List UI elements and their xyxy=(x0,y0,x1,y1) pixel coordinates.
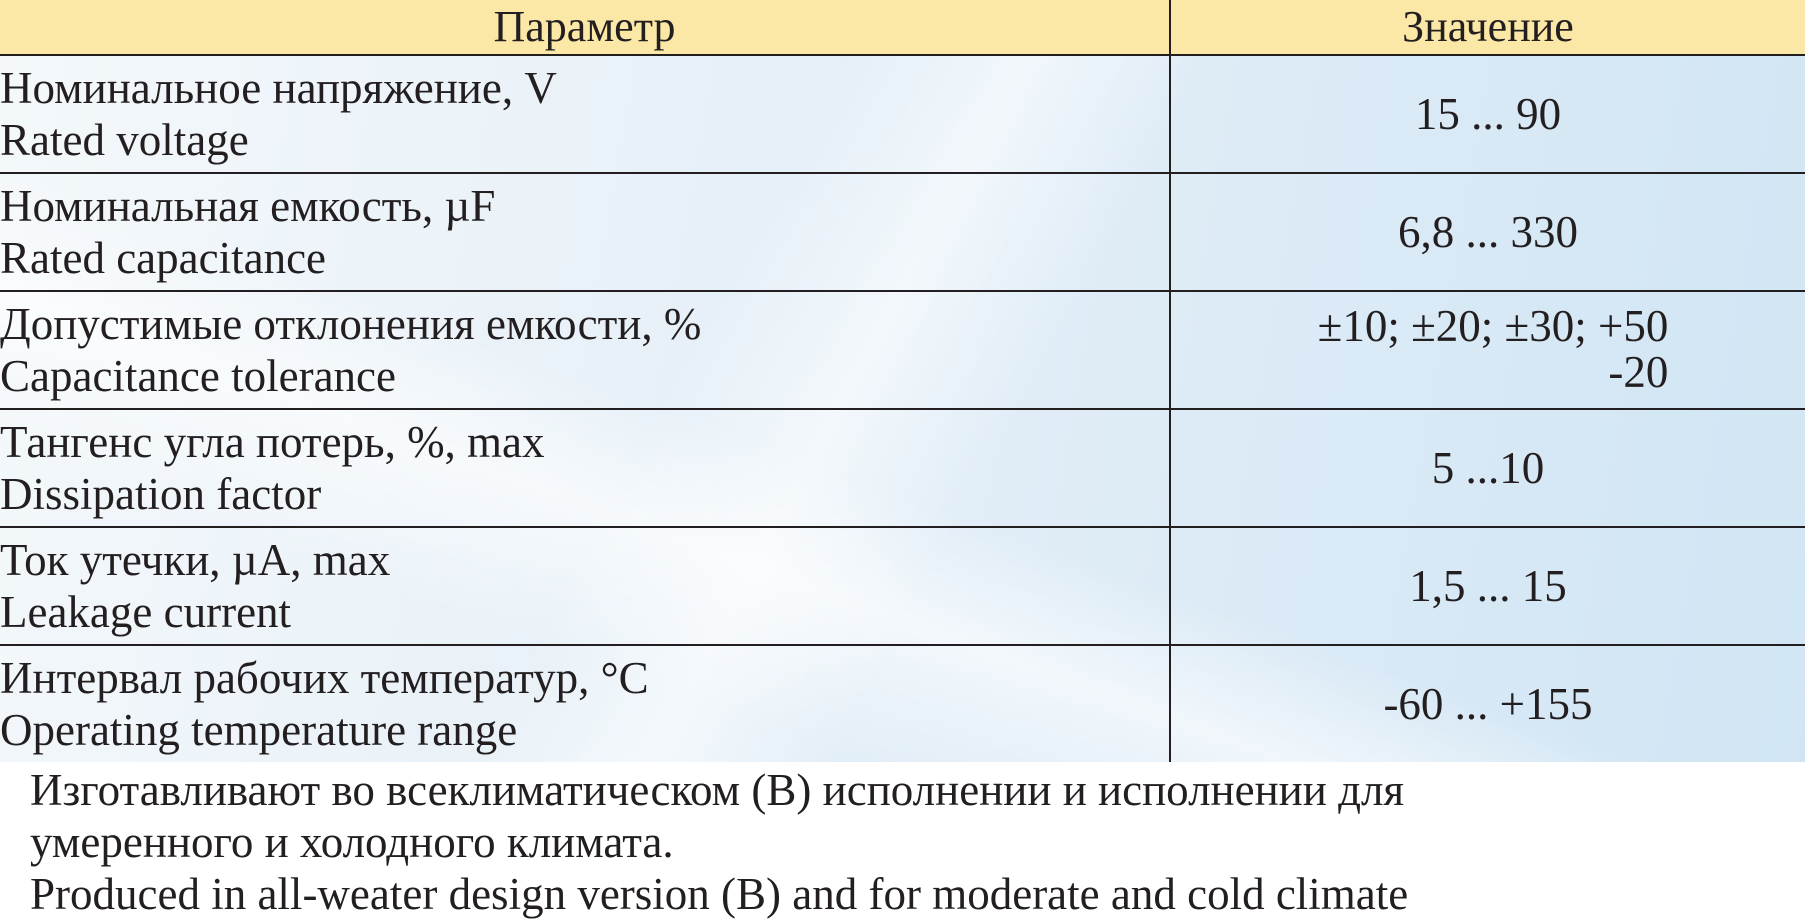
value-cell: 6,8 ... 330 xyxy=(1170,173,1805,291)
value-cell: 5 ...10 xyxy=(1170,409,1805,527)
param-cell xyxy=(0,291,1170,409)
param-name-ru: Ток утечки, µA, max xyxy=(0,535,391,585)
tolerance-value xyxy=(1317,300,1669,397)
table-header-row xyxy=(0,0,1805,55)
tolerance-lower: -20 xyxy=(1608,346,1669,397)
table-row-rated-voltage xyxy=(0,55,1805,173)
note-line-ru-1: Изготавливают во всеклиматическом (B) исполнении и исполнении для xyxy=(30,765,1405,815)
param-name-ru: Допустимые отклонения емкости, % xyxy=(0,299,702,349)
param-cell xyxy=(0,527,1170,645)
param-cell xyxy=(0,173,1170,291)
value-cell: 15 ... 90 xyxy=(1170,55,1805,173)
param-name-en: Leakage current xyxy=(0,587,292,637)
param-name-en: Dissipation factor xyxy=(0,469,322,519)
param-cell xyxy=(0,409,1170,527)
table-row-operating-temperature xyxy=(0,645,1805,763)
tolerance-main: ±10; ±20; ±30; +50 xyxy=(1317,300,1669,351)
param-name-en: Rated voltage xyxy=(0,115,249,165)
param-name-en: Operating temperature range xyxy=(0,705,518,755)
note-line-ru-2: умеренного и холодного климата. xyxy=(30,817,674,867)
param-cell xyxy=(0,645,1170,763)
param-name-ru: Интервал рабочих температур, °C xyxy=(0,653,649,703)
header-value: Значение xyxy=(1170,0,1805,55)
table-row-capacitance-tolerance xyxy=(0,291,1805,409)
value-cell: 1,5 ... 15 xyxy=(1170,527,1805,645)
value-cell xyxy=(1170,291,1805,409)
param-name-ru: Номинальное напряжение, V xyxy=(0,63,557,113)
param-cell xyxy=(0,55,1170,173)
header-parameter: Параметр xyxy=(0,0,1170,55)
param-name-en: Rated capacitance xyxy=(0,233,327,283)
note-line-en: Produced in all-weater design version (B) and for moderate and cold climate xyxy=(30,869,1409,919)
param-name-ru: Тангенс угла потерь, %, max xyxy=(0,417,545,467)
table-row-rated-capacitance xyxy=(0,173,1805,291)
production-note xyxy=(0,762,1805,924)
table-row-dissipation-factor xyxy=(0,409,1805,527)
param-name-en: Capacitance tolerance xyxy=(0,351,396,401)
value-cell: -60 ... +155 xyxy=(1170,645,1805,763)
param-name-ru: Номинальная емкость, µF xyxy=(0,181,496,231)
table-row-leakage-current xyxy=(0,527,1805,645)
